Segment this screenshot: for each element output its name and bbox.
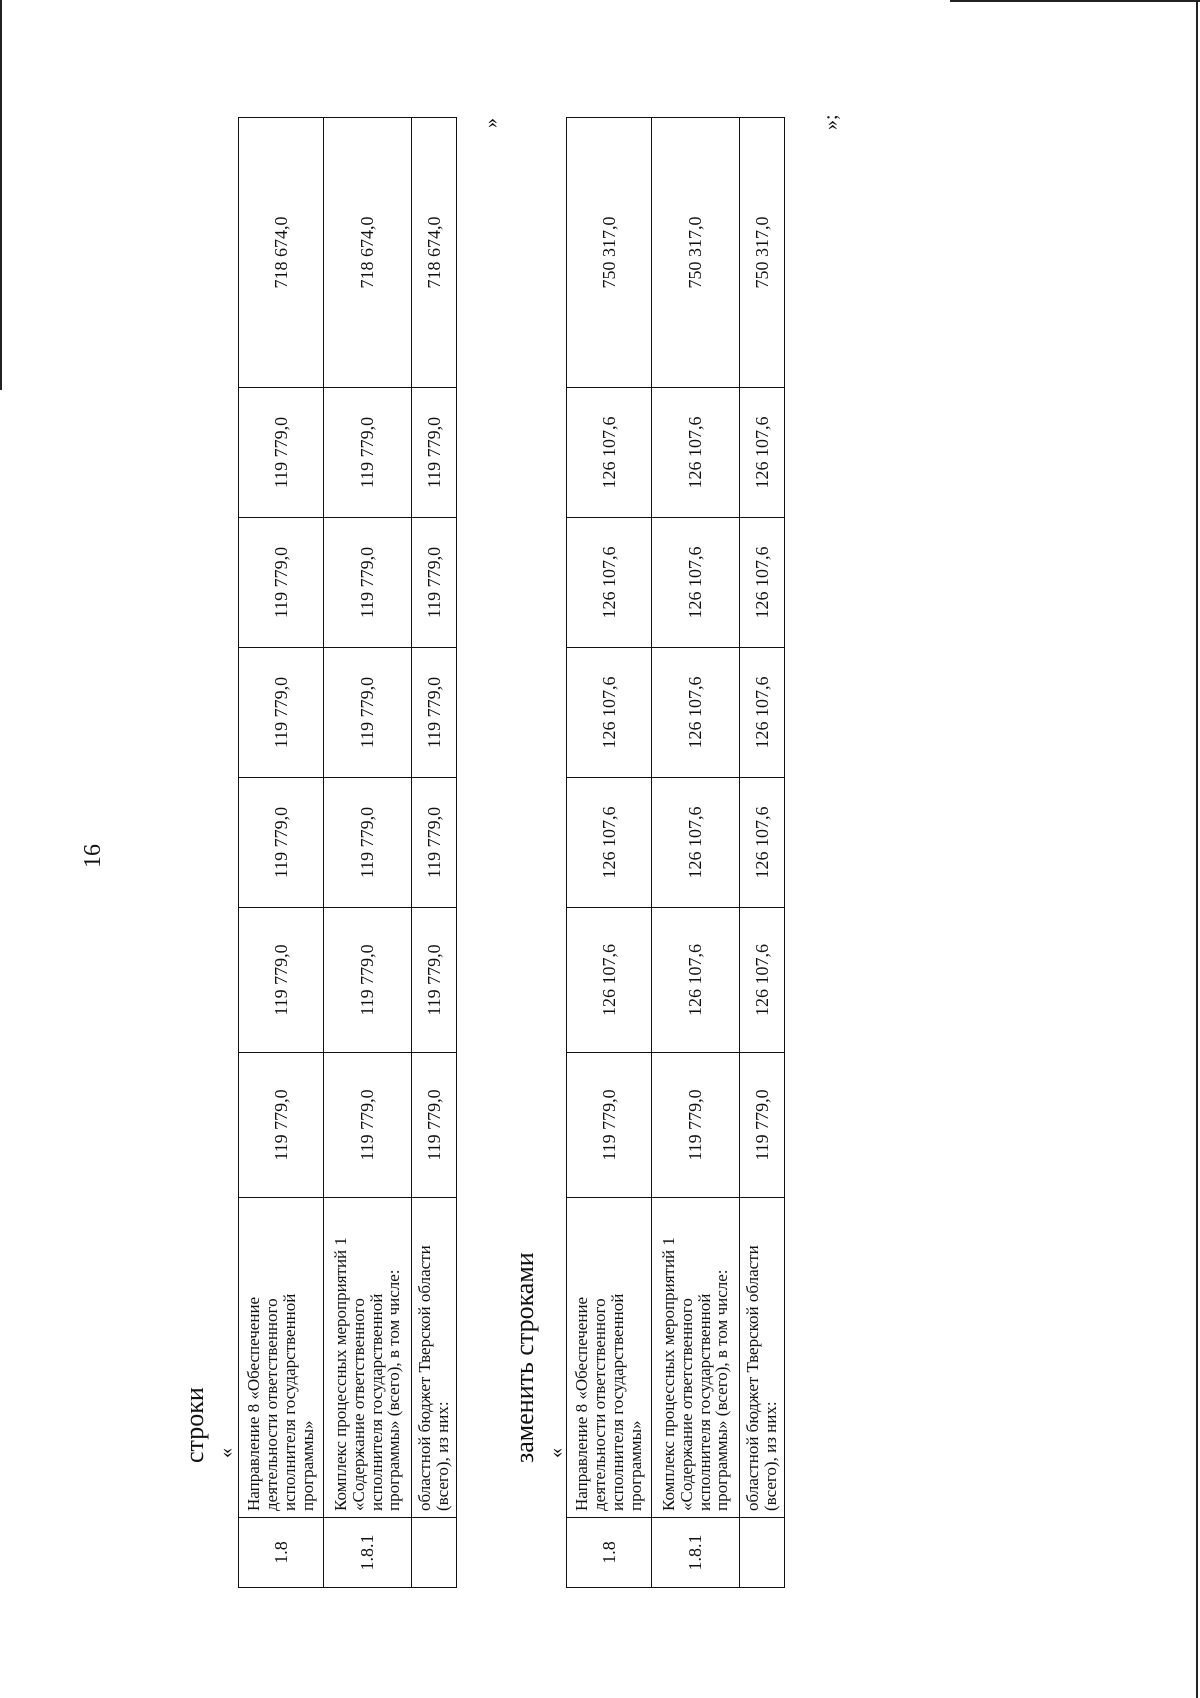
total-cell: 750 317,0 [740, 118, 785, 388]
row-description: Направление 8 «Обеспечение деятельности ответственного исполнителя государственной программы» [239, 1198, 324, 1518]
total-cell: 718 674,0 [412, 118, 457, 388]
old-rows-body [239, 118, 457, 1588]
value-cell: 119 779,0 [239, 908, 324, 1053]
row-description: областной бюджет Тверской области (всего), из них: [740, 1198, 785, 1518]
value-cell: 119 779,0 [567, 1053, 652, 1198]
value-cell: 119 779,0 [412, 518, 457, 648]
value-cell: 119 779,0 [239, 518, 324, 648]
new-rows-table [566, 117, 785, 1588]
value-cell: 126 107,6 [567, 778, 652, 908]
row-number: 1.8.1 [324, 1518, 412, 1588]
value-cell: 126 107,6 [652, 908, 740, 1053]
value-cell: 126 107,6 [652, 388, 740, 518]
value-cell: 126 107,6 [740, 518, 785, 648]
value-cell: 119 779,0 [324, 518, 412, 648]
row-description: Комплекс процессных мероприятий 1 «Содержание ответственного исполнителя государственной программы» (всего), в том числе: [652, 1198, 740, 1518]
value-cell: 119 779,0 [412, 648, 457, 778]
value-cell: 126 107,6 [740, 648, 785, 778]
value-cell: 126 107,6 [567, 908, 652, 1053]
value-cell: 126 107,6 [567, 388, 652, 518]
value-cell: 119 779,0 [412, 778, 457, 908]
row-number [740, 1518, 785, 1588]
total-cell: 718 674,0 [324, 118, 412, 388]
value-cell: 126 107,6 [740, 388, 785, 518]
value-cell: 119 779,0 [324, 1053, 412, 1198]
table-row [740, 118, 785, 1588]
row-number: 1.8 [567, 1518, 652, 1588]
value-cell: 119 779,0 [740, 1053, 785, 1198]
row-number [412, 1518, 457, 1588]
value-cell: 126 107,6 [652, 648, 740, 778]
value-cell: 119 779,0 [412, 1053, 457, 1198]
table-row [567, 118, 652, 1588]
row-number: 1.8.1 [652, 1518, 740, 1588]
table-row [239, 118, 324, 1588]
value-cell: 119 779,0 [239, 648, 324, 778]
value-cell: 119 779,0 [324, 908, 412, 1053]
new-rows-body [567, 118, 785, 1588]
total-cell: 750 317,0 [567, 118, 652, 388]
value-cell: 119 779,0 [239, 388, 324, 518]
value-cell: 119 779,0 [239, 778, 324, 908]
row-description: Комплекс процессных мероприятий 1 «Содержание ответственного исполнителя государственной программы» (всего), в том числе: [324, 1198, 412, 1518]
value-cell: 119 779,0 [324, 778, 412, 908]
page-number: 16 [80, 844, 106, 868]
row-description: Направление 8 «Обеспечение деятельности ответственного исполнителя государственной программы» [567, 1198, 652, 1518]
value-cell: 119 779,0 [412, 388, 457, 518]
value-cell: 126 107,6 [652, 778, 740, 908]
value-cell: 126 107,6 [652, 518, 740, 648]
value-cell: 119 779,0 [652, 1053, 740, 1198]
value-cell: 119 779,0 [324, 388, 412, 518]
intro-label: строки [180, 1387, 209, 1463]
value-cell: 119 779,0 [324, 648, 412, 778]
value-cell: 126 107,6 [740, 778, 785, 908]
total-cell: 718 674,0 [239, 118, 324, 388]
close-quote-1: » [480, 118, 502, 128]
value-cell: 119 779,0 [412, 908, 457, 1053]
value-cell: 126 107,6 [567, 518, 652, 648]
value-cell: 126 107,6 [567, 648, 652, 778]
total-cell: 750 317,0 [652, 118, 740, 388]
table-row [652, 118, 740, 1588]
row-number: 1.8 [239, 1518, 324, 1588]
value-cell: 119 779,0 [239, 1053, 324, 1198]
close-quote-2: »; [820, 114, 842, 130]
table-row [324, 118, 412, 1588]
value-cell: 126 107,6 [740, 908, 785, 1053]
row-description: областной бюджет Тверской области (всего), из них: [412, 1198, 457, 1518]
replace-label: заменить строками [510, 1252, 539, 1463]
open-quote-1: « [215, 1448, 237, 1458]
open-quote-2: « [545, 1448, 567, 1458]
old-rows-table [238, 117, 457, 1588]
table-row [412, 118, 457, 1588]
